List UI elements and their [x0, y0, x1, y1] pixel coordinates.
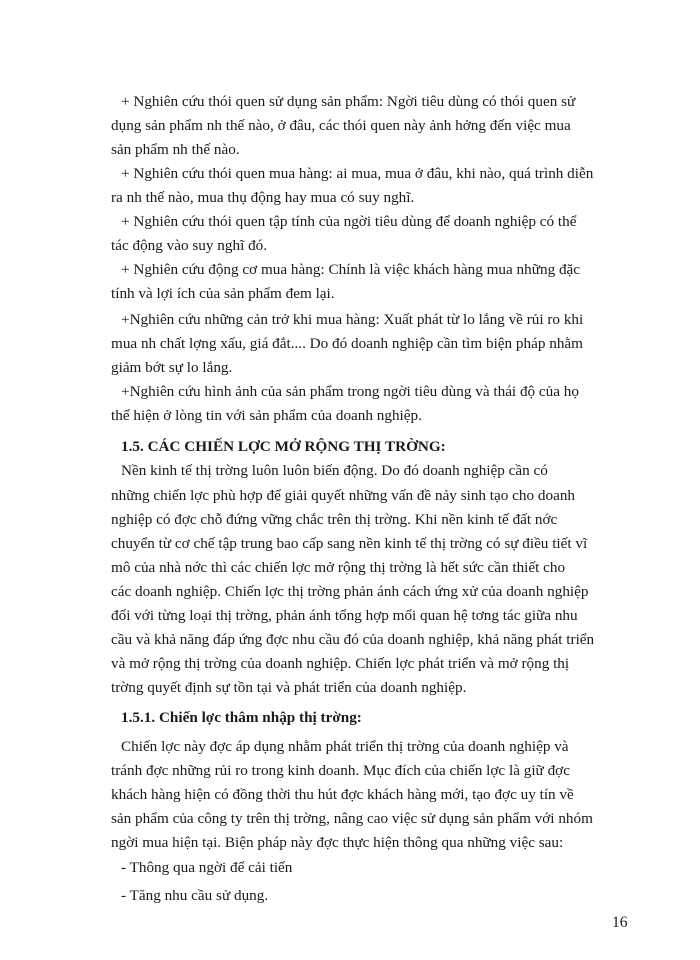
paragraph-line: +Nghiên cứu những cản trở khi mua hàng: Xuất phát từ lo lắng về rủi ro khi [121, 311, 584, 328]
paragraph-line: tác động vào suy nghĩ đó. [111, 237, 268, 254]
paragraph-line: sản phẩm của công ty trên thị trờng, nâng cao việc sử dụng sản phẩm với nhóm [111, 810, 593, 827]
paragraph-line: +Nghiên cứu hình ảnh của sản phẩm trong ngời tiêu dùng và thái độ của họ [121, 383, 579, 400]
paragraph-line: mua nh chất lợng xấu, giá đắt.... Do đó doanh nghiệp cần tìm biện pháp nhằm [111, 335, 583, 352]
paragraph-line: Chiến lợc này đợc áp dụng nhằm phát triển thị trờng của doanh nghiệp và [121, 738, 569, 755]
paragraph-line: + Nghiên cứu thói quen sử dụng sản phẩm: Ngời tiêu dùng có thói quen sử [121, 93, 576, 110]
paragraph-line: những chiến lợc phù hợp để giải quyết những vấn đề nảy sinh tạo cho doanh [111, 487, 576, 504]
page-number: 16 [612, 914, 628, 931]
paragraph-line: + Nghiên cứu động cơ mua hàng: Chính là việc khách hàng mua những đặc [121, 261, 581, 278]
paragraph-line: khách hàng hiện có đồng thời thu hút đợc khách hàng mới, tạo đợc uy tín về [111, 786, 574, 803]
paragraph-line: + Nghiên cứu thói quen tập tính của ngời tiêu dùng để doanh nghiệp có thể [121, 213, 577, 230]
list-item: - Tăng nhu cầu sử dụng. [121, 887, 269, 904]
subsection-heading: 1.5.1. Chiến lợc thâm nhập thị trờng: [121, 709, 362, 726]
paragraph-line: mô của nhà nớc thì các chiến lợc mở rộng thị trờng là hết sức cần thiết cho [111, 559, 566, 576]
paragraph-line: ra nh thế nào, mua thụ động hay mua có suy nghĩ. [111, 189, 415, 206]
paragraph-line: ngời mua hiện tại. Biện pháp này đợc thực hiện thông qua những việc sau: [111, 834, 564, 851]
paragraph-line: giảm bớt sự lo lắng. [111, 359, 233, 376]
paragraph-line: các doanh nghiệp. Chiến lợc thị trờng phản ánh cách ứng xử của doanh nghiệp [111, 583, 589, 600]
paragraph-line: tính và lợi ích của sản phẩm đem lại. [111, 285, 335, 302]
paragraph-line: nghiệp có đợc chỗ đứng vững chắc trên thị trờng. Khi nền kinh tế đất nớc [111, 511, 558, 528]
paragraph-line: sản phẩm nh thế nào. [111, 141, 240, 158]
paragraph-line: cầu và khả năng đáp ứng đợc nhu cầu đó của doanh nghiệp, khả năng phát triển [111, 631, 595, 648]
paragraph-line: thể hiện ở lòng tin với sản phẩm của doanh nghiệp. [111, 407, 422, 424]
paragraph-line: + Nghiên cứu thói quen mua hàng: ai mua, mua ở đâu, khi nào, quá trình diễn [121, 165, 594, 182]
section-heading: 1.5. CÁC CHIẾN LỢC MỞ RỘNG THỊ TRỜNG: [121, 438, 446, 455]
paragraph-line: dụng sản phẩm nh thế nào, ở đâu, các thói quen này ảnh hởng đến việc mua [111, 117, 571, 134]
paragraph-line: và mở rộng thị trờng của doanh nghiệp. Chiến lợc phát triển và mở rộng thị [111, 655, 570, 672]
list-item: - Thông qua ngời để cải tiến [121, 859, 293, 876]
paragraph-line: trờng quyết định sự tồn tại và phát triển của doanh nghiệp. [111, 679, 467, 696]
paragraph-line: đối với từng loại thị trờng, phản ánh tổng hợp mối quan hệ tơng tác giữa nhu [111, 607, 578, 624]
paragraph-line: chuyển từ cơ chế tập trung bao cấp sang nền kinh tế thị trờng có sự điều tiết vĩ [111, 535, 588, 552]
paragraph-line: tránh đợc những rủi ro trong kinh doanh. Mục đích của chiến lợc là giữ đợc [111, 762, 570, 779]
paragraph-line: Nền kinh tế thị trờng luôn luôn biến động. Do đó doanh nghiệp cần có [121, 462, 548, 479]
